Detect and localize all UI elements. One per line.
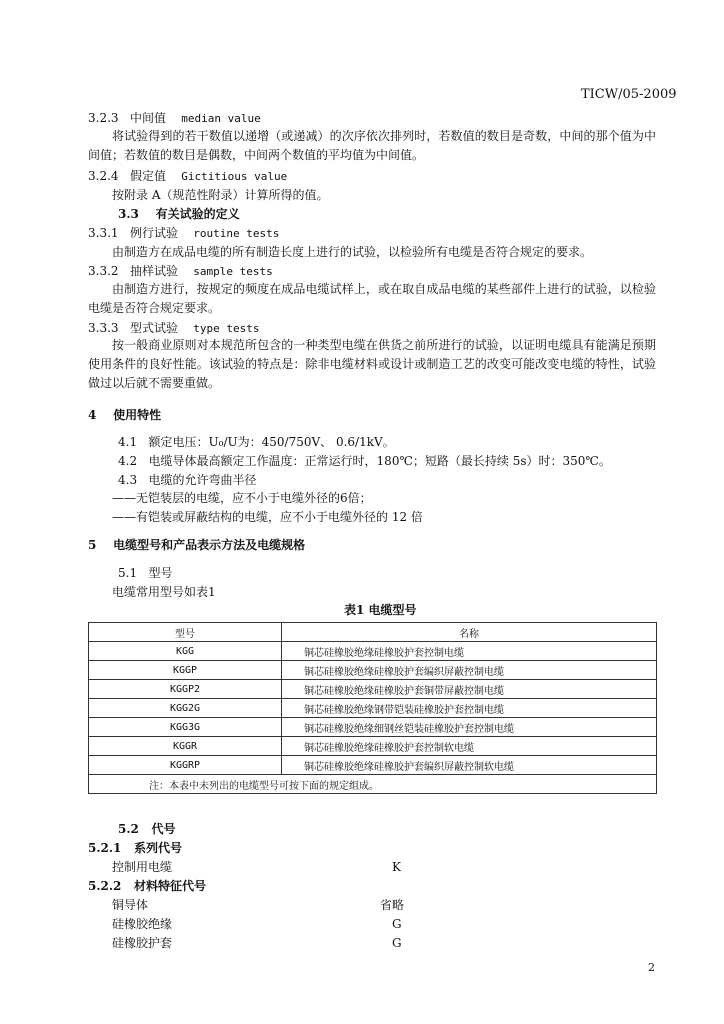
section-5-2-1-heading: [88, 841, 182, 855]
name-cell: 铜芯硅橡胶绝缘钢带铠装硅橡胶护套控制电缆: [282, 699, 657, 718]
section-3-2-3-body: 将试验得到的若干数值以递增（或递减）的次序依次排列时，若数值的数目是奇数，中间的那个值为中间值；若数值的数目是偶数，中间两个数值的平均值为中间值。: [88, 129, 656, 162]
table-row: [89, 737, 657, 756]
section-title: 代号: [151, 822, 176, 836]
model-cell: KGGP: [89, 661, 282, 680]
section-number: 5.2.1: [88, 841, 122, 855]
section-3-3-2-body: 由制造方进行，按规定的频度在成品电缆试样上，或在取自成品电缆的某些部件上进行的试验，以检验电缆是否符合规定要求。: [88, 282, 656, 315]
section-english-term: routine tests: [193, 227, 280, 240]
section-title: 系列代号: [133, 841, 182, 855]
model-cell: KGG2G: [89, 699, 282, 718]
section-3-3-3-body: 按一般商业原则对本规范所包含的一种类型电缆在供货之前所进行的试验，以证明电缆具有能满足预期使用条件的良好性能。该试验的特点是：除非电缆材料或设计或制造工艺的改变可能改变电缆的特性，试验做过以后就不需要重做。: [88, 338, 656, 390]
model-cell: KGGR: [89, 737, 282, 756]
model-cell: KGGP2: [89, 680, 282, 699]
section-5-2-2-heading: [88, 879, 206, 893]
section-title: 假定值: [130, 169, 167, 183]
item-text: 电缆导体最高额定工作温度：正常运行时，180℃；短路（最长持续 5s）时：350℃。: [148, 454, 611, 468]
section-3-2-4-heading: [88, 169, 287, 184]
section-title: 例行试验: [130, 226, 179, 240]
section-3-2-4-body: 按附录 A（规范性附录）计算所得的值。: [112, 188, 329, 202]
section-3-3-heading: [118, 207, 240, 221]
code-value: G: [392, 936, 402, 950]
section-number: 3.3.3: [88, 321, 119, 335]
column-header-model: 型号: [89, 623, 282, 642]
code-label: 硅橡胶绝缘: [112, 917, 173, 931]
section-5-2-heading: [118, 822, 175, 836]
code-label: 铜导体: [112, 898, 149, 912]
section-title: 电缆型号和产品表示方法及电缆规格: [113, 538, 306, 552]
section-number: 5.2: [118, 822, 139, 836]
section-title: 中间值: [130, 111, 167, 125]
section-3-2-3-heading: [88, 111, 261, 126]
item-text: 电缆的允许弯曲半径: [148, 473, 257, 487]
table-intro: 电缆常用型号如表1: [112, 585, 216, 599]
section-english-term: type tests: [193, 322, 260, 335]
section-number: 5.1: [118, 566, 138, 580]
table-row: [89, 699, 657, 718]
section-number: 3.2.4: [88, 169, 119, 183]
document-id: TICW/05-2009: [581, 87, 677, 102]
code-value: K: [392, 860, 401, 874]
name-cell: 铜芯硅橡胶绝缘硅橡胶护套编织屏蔽控制软电缆: [282, 756, 657, 775]
section-english-term: median value: [181, 112, 261, 125]
item-number: 4.2: [118, 454, 138, 468]
page-number: 2: [648, 961, 655, 974]
section-title: 材料特征代号: [133, 879, 206, 893]
section-number: 5: [88, 538, 97, 552]
section-4-heading: [88, 408, 161, 422]
name-cell: 铜芯硅橡胶绝缘硅橡胶护套控制软电缆: [282, 737, 657, 756]
section-5-heading: [88, 538, 305, 552]
column-header-name: 名称: [282, 623, 657, 642]
name-cell: 铜芯硅橡胶绝缘硅橡胶护套控制电缆: [282, 642, 657, 661]
section-3-3-2-heading: [88, 264, 273, 279]
model-cell: KGGRP: [89, 756, 282, 775]
model-cell: KGG3G: [89, 718, 282, 737]
section-3-3-1-heading: [88, 226, 279, 241]
section-title: 抽样试验: [130, 264, 179, 278]
section-4-3: [118, 473, 257, 487]
section-3-3-1-body: 由制造方在成品电缆的所有制造长度上进行的试验，以检验所有电缆是否符合规定的要求。: [112, 245, 593, 259]
item-number: 4.3: [118, 473, 138, 487]
section-title: 有关试验的定义: [155, 207, 240, 221]
table-header-row: [89, 623, 657, 642]
section-5-1-heading: [118, 566, 173, 580]
section-number: 3.3: [118, 207, 139, 221]
section-number: 4: [88, 408, 97, 422]
cable-type-table: [88, 622, 657, 794]
table-note: 注：本表中未列出的电缆型号可按下面的规定组成。: [89, 775, 657, 794]
section-number: 3.2.3: [88, 111, 119, 125]
section-title: 型号: [148, 566, 173, 580]
section-title: 型式试验: [130, 321, 179, 335]
section-number: 5.2.2: [88, 879, 122, 893]
name-cell: 铜芯硅橡胶绝缘硅橡胶护套编织屏蔽控制电缆: [282, 661, 657, 680]
table-row: [89, 680, 657, 699]
section-number: 3.3.2: [88, 264, 119, 278]
section-title: 使用特性: [113, 408, 162, 422]
code-label: 控制用电缆: [112, 860, 173, 874]
model-cell: KGG: [89, 642, 282, 661]
section-4-2: [118, 454, 611, 468]
code-value: G: [392, 917, 402, 931]
section-number: 3.3.1: [88, 226, 119, 240]
item-text: 额定电压：U₀/U为：450/750V、 0.6/1kV。: [148, 435, 395, 449]
dash-item: ——有铠装或屏蔽结构的电缆，应不小于电缆外径的 12 倍: [112, 510, 423, 524]
item-number: 4.1: [118, 435, 138, 449]
table-row: [89, 661, 657, 680]
table-note-row: [89, 775, 657, 794]
name-cell: 铜芯硅橡胶绝缘细钢丝铠装硅橡胶护套控制电缆: [282, 718, 657, 737]
name-cell: 铜芯硅橡胶绝缘硅橡胶护套铜带屏蔽控制电缆: [282, 680, 657, 699]
table-row: [89, 642, 657, 661]
dash-item: ——无铠装层的电缆，应不小于电缆外径的6倍；: [112, 491, 372, 505]
section-3-3-3-heading: [88, 321, 260, 336]
section-4-1: [118, 435, 395, 449]
code-label: 硅橡胶护套: [112, 936, 173, 950]
section-english-term: sample tests: [193, 265, 273, 278]
table-row: [89, 756, 657, 775]
table-row: [89, 718, 657, 737]
section-english-term: Gictitious value: [181, 170, 288, 183]
table-caption: 表1 电缆型号: [344, 603, 417, 617]
code-value: 省略: [380, 898, 405, 912]
